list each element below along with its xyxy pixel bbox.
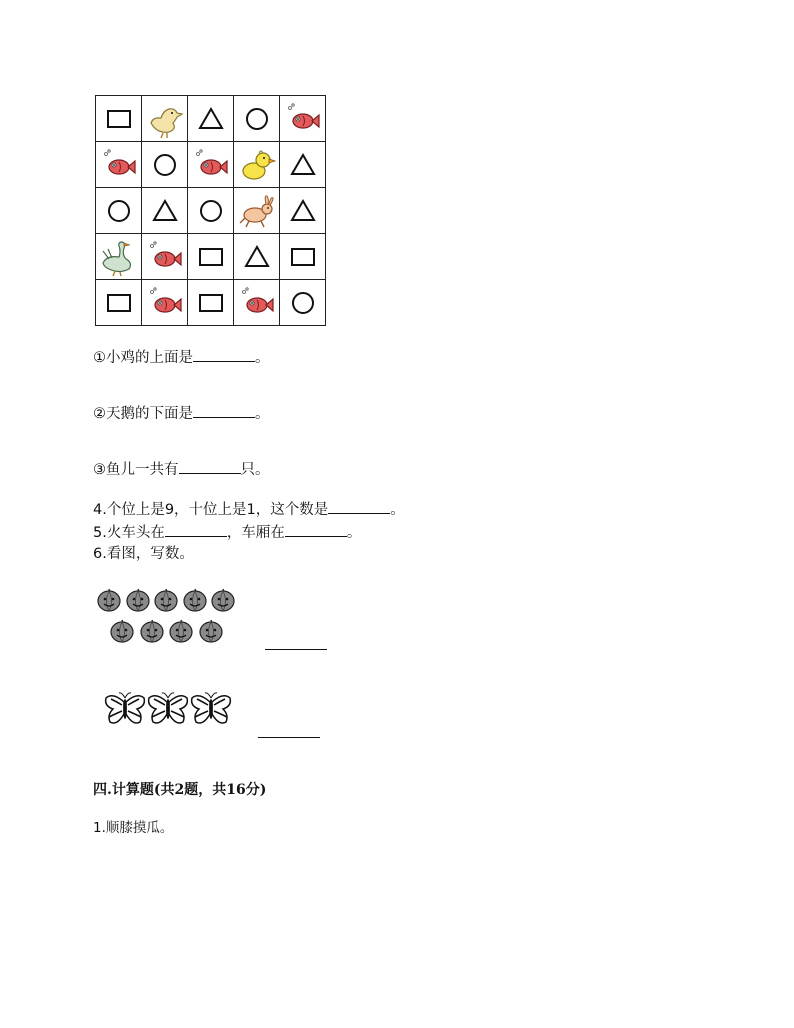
question-4-blank[interactable] xyxy=(328,501,390,514)
question-6-text: 6.看图，写数。 xyxy=(93,546,194,562)
pumpkin-icon xyxy=(95,586,123,614)
grid-row xyxy=(96,96,326,142)
question-5-blank-b[interactable] xyxy=(285,524,347,537)
question-4-end: 。 xyxy=(390,502,405,518)
goose-icon xyxy=(99,237,139,277)
grid-row xyxy=(96,280,326,326)
question-3-end: 只。 xyxy=(240,462,270,478)
grid-cell xyxy=(234,188,280,234)
calc-question-1: 1.顺膝摸瓜。 xyxy=(93,820,174,836)
grid-cell xyxy=(96,188,142,234)
grid-cell xyxy=(234,280,280,326)
rabbit-icon xyxy=(237,191,277,231)
pumpkin-icon xyxy=(167,617,195,645)
grid-cell xyxy=(188,96,234,142)
pumpkin-icon xyxy=(152,586,180,614)
question-4 xyxy=(93,501,405,519)
question-2 xyxy=(93,405,270,423)
question-2-end: 。 xyxy=(255,406,270,422)
grid-cell xyxy=(96,142,142,188)
grid-cell xyxy=(142,96,188,142)
triangle-icon xyxy=(283,145,323,185)
grid-cell xyxy=(96,280,142,326)
question-5-end: 。 xyxy=(346,525,362,541)
square-icon xyxy=(191,283,231,323)
grid-cell xyxy=(188,234,234,280)
pumpkin-icon xyxy=(197,617,225,645)
triangle-icon xyxy=(145,191,185,231)
grid-cell xyxy=(280,188,326,234)
butterfly-icon xyxy=(189,690,233,730)
butterfly-answer-blank[interactable] xyxy=(258,737,320,738)
grid-cell xyxy=(280,142,326,188)
triangle-icon xyxy=(191,99,231,139)
circle-icon xyxy=(191,191,231,231)
grid-cell xyxy=(142,142,188,188)
fish-icon xyxy=(191,145,231,185)
grid-cell xyxy=(280,96,326,142)
grid-row xyxy=(96,234,326,280)
question-1-end: 。 xyxy=(255,350,270,366)
grid-cell xyxy=(234,96,280,142)
section-heading: 四.计算题(共2题，共16分) xyxy=(93,782,267,798)
butterfly-icon xyxy=(146,690,190,730)
grid-cell xyxy=(280,234,326,280)
grid-cell xyxy=(142,188,188,234)
grid-cell xyxy=(234,142,280,188)
fish-icon xyxy=(145,237,185,277)
question-1-blank[interactable] xyxy=(193,349,255,362)
grid-cell xyxy=(280,280,326,326)
circle-icon xyxy=(145,145,185,185)
grid-cell xyxy=(142,280,188,326)
grid-row xyxy=(96,142,326,188)
question-4-text: 4.个位上是9，十位上是1，这个数是 xyxy=(93,502,329,518)
fish-icon xyxy=(283,99,323,139)
question-1 xyxy=(93,349,270,367)
square-icon xyxy=(283,237,323,277)
grid-cell xyxy=(234,234,280,280)
square-icon xyxy=(99,283,139,323)
question-2-text: ②天鹅的下面是 xyxy=(93,406,193,422)
circle-icon xyxy=(283,283,323,323)
question-5-text-b: ，车厢在 xyxy=(226,525,285,541)
chick-icon xyxy=(237,145,277,185)
grid-cell xyxy=(188,188,234,234)
grid-cell xyxy=(188,142,234,188)
fish-icon xyxy=(237,283,277,323)
circle-icon xyxy=(99,191,139,231)
question-1-text: ①小鸡的上面是 xyxy=(93,350,193,366)
question-3-text: ③鱼儿一共有 xyxy=(93,462,179,478)
question-3-blank[interactable] xyxy=(179,461,241,474)
question-3 xyxy=(93,461,270,479)
question-5 xyxy=(93,524,361,542)
fish-icon xyxy=(99,145,139,185)
pumpkin-answer-blank[interactable] xyxy=(265,649,327,650)
shape-grid xyxy=(95,95,326,326)
pumpkin-icon xyxy=(108,617,136,645)
circle-icon xyxy=(237,99,277,139)
square-icon xyxy=(191,237,231,277)
pumpkin-icon xyxy=(209,586,237,614)
grid-cell xyxy=(142,234,188,280)
pumpkin-icon xyxy=(124,586,152,614)
grid-cell xyxy=(96,96,142,142)
square-icon xyxy=(99,99,139,139)
question-6 xyxy=(93,545,194,563)
question-5-text-a: 5.火车头在 xyxy=(93,525,165,541)
triangle-icon xyxy=(237,237,277,277)
grid-cell xyxy=(188,280,234,326)
fish-icon xyxy=(145,283,185,323)
butterfly-icon xyxy=(103,690,147,730)
question-5-blank-a[interactable] xyxy=(165,524,227,537)
duck-icon xyxy=(145,99,185,139)
grid-cell xyxy=(96,234,142,280)
question-2-blank[interactable] xyxy=(193,405,255,418)
pumpkin-icon xyxy=(138,617,166,645)
pumpkin-icon xyxy=(181,586,209,614)
triangle-icon xyxy=(283,191,323,231)
grid-row xyxy=(96,188,326,234)
